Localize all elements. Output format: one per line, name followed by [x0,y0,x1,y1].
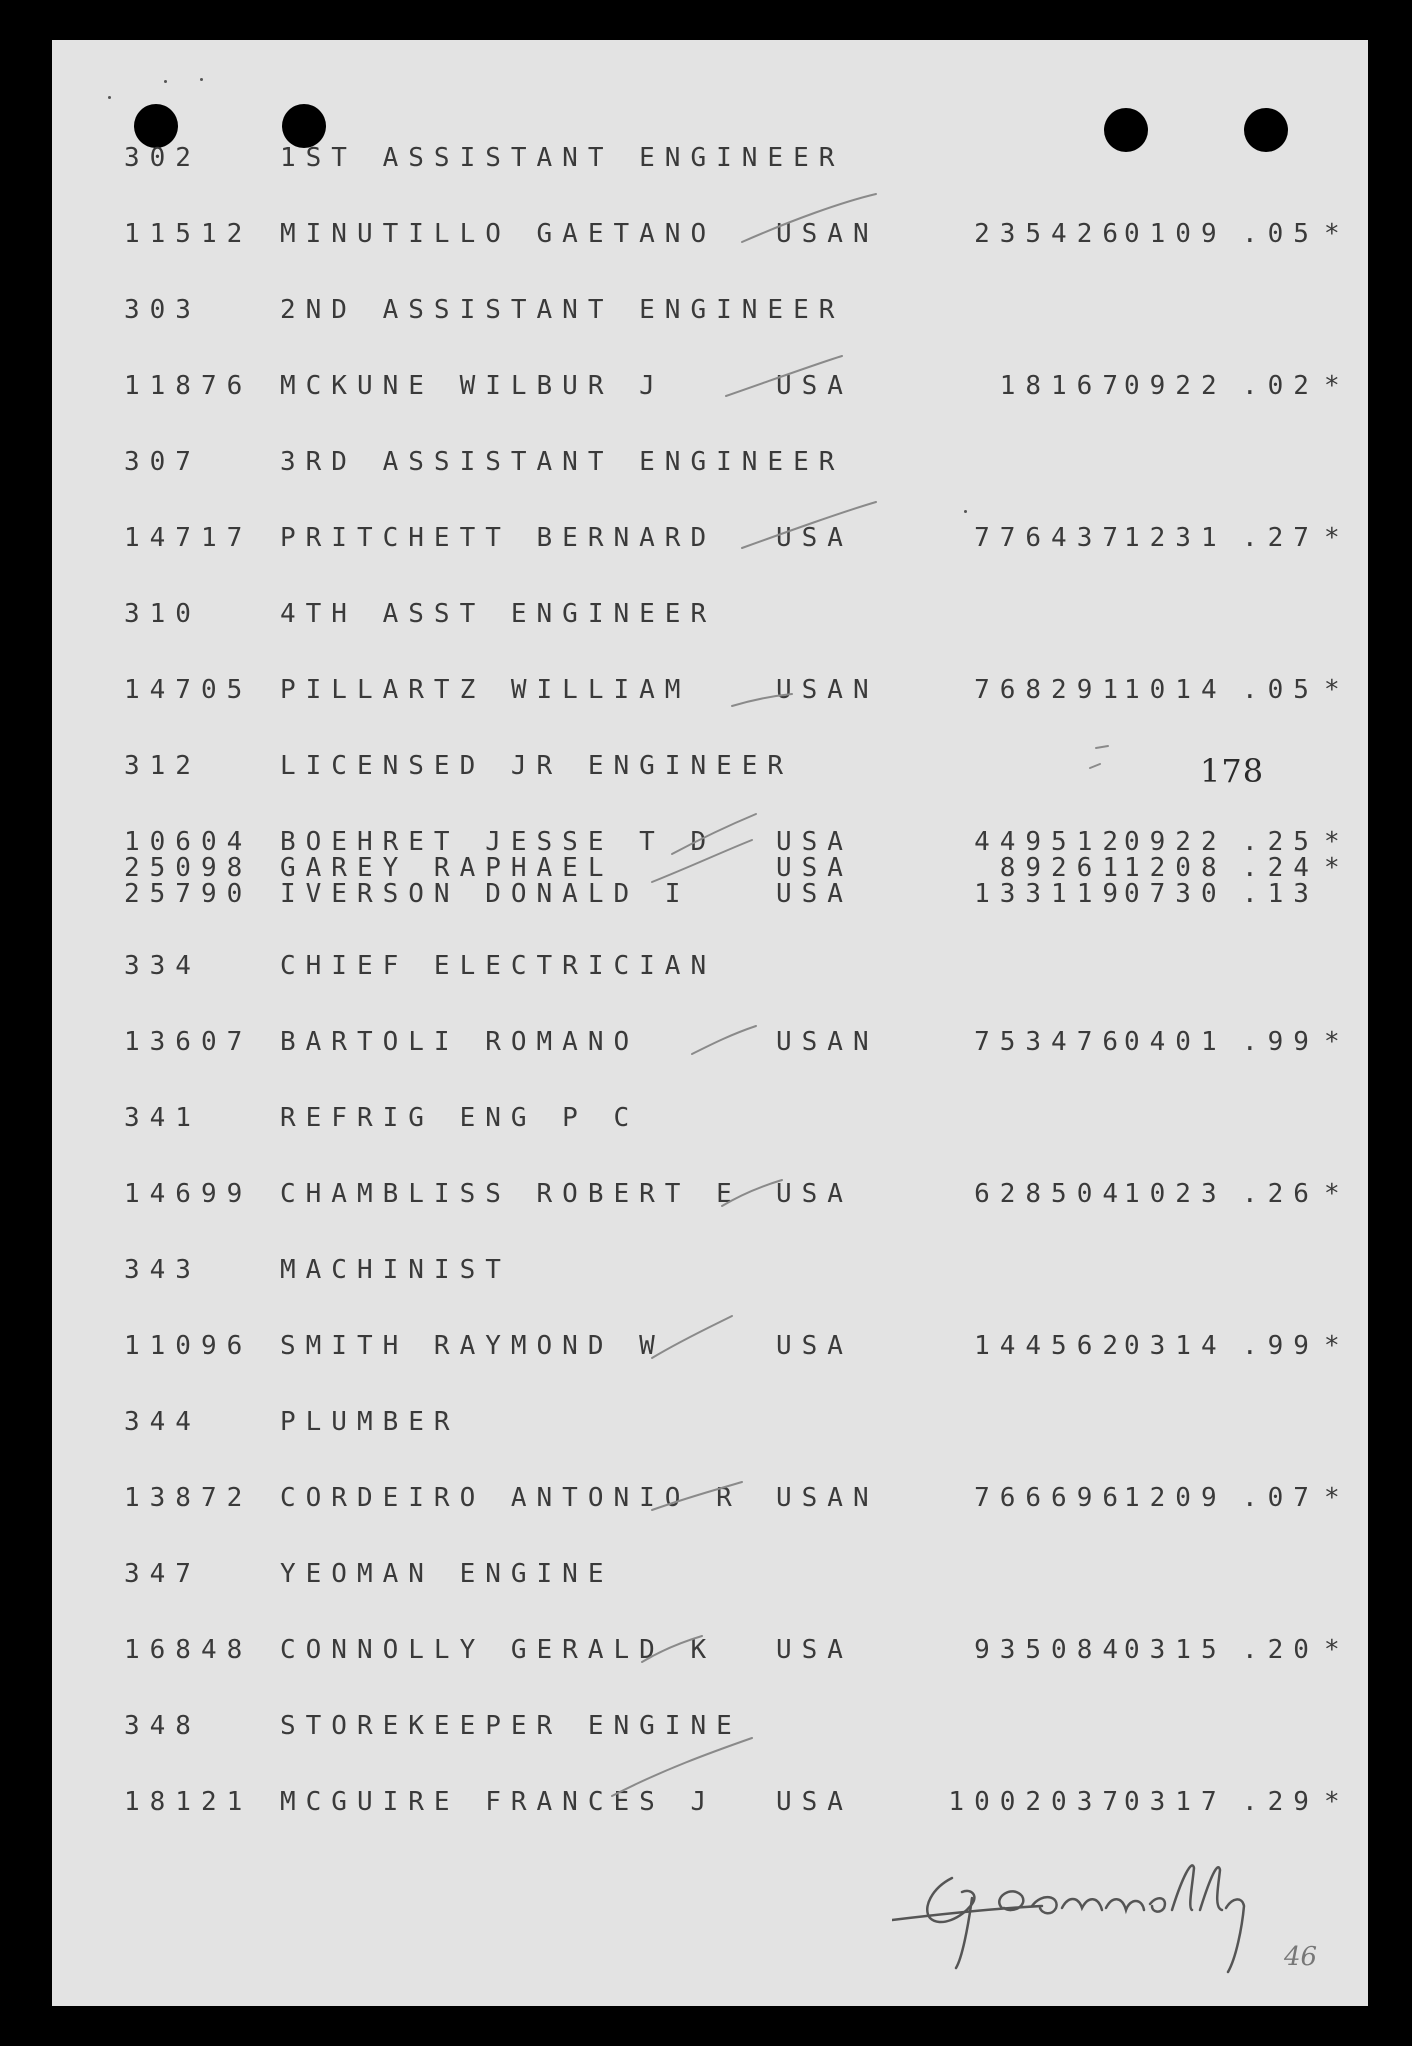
citizenship: USA [776,1787,853,1817]
rate-value: .05 [1242,219,1319,249]
position-code: 302 [124,143,201,173]
position-code: 310 [124,599,201,629]
document-number: 144562 [974,1331,1128,1361]
citizenship: USA [776,371,853,401]
rate-value: .13 [1242,879,1319,909]
asterisk-mark: * [1324,1787,1350,1817]
check-mark [612,1738,752,1796]
rate-value: .25 [1242,827,1319,857]
entry-code: 13607 [124,1027,253,1057]
rate-value: .05 [1242,675,1319,705]
crew-name: MCGUIRE FRANCES J [280,1787,717,1817]
position-code: 334 [124,951,201,981]
crew-name: CONNOLLY GERALD K [280,1635,717,1665]
document-number: 1002037 [948,1787,1128,1817]
position-title: LICENSED JR ENGINEER [280,751,794,781]
crew-name: BOEHRET JESSE T D [280,827,717,857]
asterisk-mark: * [1324,1635,1350,1665]
date-code: 0922 [1124,827,1227,857]
asterisk-mark: * [1324,523,1350,553]
entry-code: 11512 [124,219,253,249]
rate-value: .26 [1242,1179,1319,1209]
crew-name: CORDEIRO ANTONIO R [280,1483,742,1513]
citizenship: USAN [776,675,879,705]
entry-code: 16848 [124,1635,253,1665]
entry-code: 14699 [124,1179,253,1209]
citizenship: USA [776,1179,853,1209]
position-code: 343 [124,1255,201,1285]
signature-text: J Connolly [892,1848,899,1849]
rate-value: .99 [1242,1027,1319,1057]
page-number: 178 [1200,752,1265,790]
entry-code: 10604 [124,827,253,857]
date-code: 0314 [1124,1331,1227,1361]
tick-mark [1096,746,1108,748]
rate-value: .29 [1242,1787,1319,1817]
position-code: 303 [124,295,201,325]
date-code: 1014 [1124,675,1227,705]
corner-annotation: 46 [1284,1942,1318,1972]
rate-value: .20 [1242,1635,1319,1665]
crew-name: PILLARTZ WILLIAM [280,675,691,705]
check-marks [52,40,1368,2006]
document-number: 89261 [999,853,1128,883]
date-code: 0109 [1124,219,1227,249]
crew-name: MINUTILLO GAETANO [280,219,717,249]
citizenship: USAN [776,1027,879,1057]
document-number: 935084 [974,1635,1128,1665]
rate-value: .02 [1242,371,1319,401]
document-page [52,40,1368,2006]
position-title: 2ND ASSISTANT ENGINEER [280,295,845,325]
crew-name: IVERSON DONALD I [280,879,691,909]
asterisk-mark: * [1324,827,1350,857]
entry-code: 25098 [124,853,253,883]
citizenship: USA [776,1331,853,1361]
check-mark [652,840,752,882]
entry-code: 14717 [124,523,253,553]
entry-code: 14705 [124,675,253,705]
crew-name: CHAMBLISS ROBERT E [280,1179,742,1209]
check-mark [672,814,756,854]
asterisk-mark: * [1324,219,1350,249]
asterisk-mark: * [1324,1331,1350,1361]
position-title: 1ST ASSISTANT ENGINEER [280,143,845,173]
citizenship: USA [776,879,853,909]
date-code: 0315 [1124,1635,1227,1665]
asterisk-mark: * [1324,675,1350,705]
date-code: 0730 [1124,879,1227,909]
crew-name: SMITH RAYMOND W [280,1331,665,1361]
entry-code: 25790 [124,879,253,909]
check-mark [652,1316,732,1358]
entry-code: 11096 [124,1331,253,1361]
position-code: 312 [124,751,201,781]
date-code: 1208 [1124,853,1227,883]
position-code: 348 [124,1711,201,1741]
asterisk-mark: * [1324,371,1350,401]
entry-code: 18121 [124,1787,253,1817]
citizenship: USA [776,827,853,857]
citizenship: USA [776,523,853,553]
asterisk-mark: * [1324,1027,1350,1057]
position-title: YEOMAN ENGINE [280,1559,614,1589]
position-title: MACHINIST [280,1255,511,1285]
position-code: 344 [124,1407,201,1437]
document-number: 628504 [974,1179,1128,1209]
document-number: 768291 [974,675,1128,705]
crew-name: PRITCHETT BERNARD [280,523,717,553]
date-code: 0317 [1124,1787,1227,1817]
citizenship: USAN [776,219,879,249]
position-code: 341 [124,1103,201,1133]
check-mark [742,194,876,242]
rate-value: .07 [1242,1483,1319,1513]
asterisk-mark: * [1324,1179,1350,1209]
check-mark [692,1026,756,1054]
citizenship: USA [776,1635,853,1665]
check-mark [642,1636,702,1662]
check-mark [722,1180,782,1206]
asterisk-mark: * [1324,853,1350,883]
citizenship: USA [776,853,853,883]
check-mark [652,1482,742,1510]
entry-code: 11876 [124,371,253,401]
date-code: 1023 [1124,1179,1227,1209]
date-code: 1209 [1124,1483,1227,1513]
citizenship: USAN [776,1483,879,1513]
position-code: 347 [124,1559,201,1589]
crew-name: MCKUNE WILBUR J [280,371,665,401]
tick-mark [1090,764,1100,768]
rate-value: .27 [1242,523,1319,553]
crew-name: BARTOLI ROMANO [280,1027,640,1057]
document-number: 776437 [974,523,1128,553]
position-title: REFRIG ENG P C [280,1103,640,1133]
document-number: 18167 [999,371,1128,401]
entry-code: 13872 [124,1483,253,1513]
document-number: 133119 [974,879,1128,909]
signature [892,1848,1292,1978]
document-number: 235426 [974,219,1128,249]
rate-value: .24 [1242,853,1319,883]
crew-name: GAREY RAPHAEL [280,853,614,883]
document-number: 449512 [974,827,1128,857]
asterisk-mark: * [1324,1483,1350,1513]
position-title: PLUMBER [280,1407,460,1437]
position-title: 4TH ASST ENGINEER [280,599,717,629]
date-code: 1231 [1124,523,1227,553]
check-mark [732,694,792,706]
position-code: 307 [124,447,201,477]
rate-value: .99 [1242,1331,1319,1361]
date-code: 0922 [1124,371,1227,401]
check-mark [742,502,876,548]
document-number: 766696 [974,1483,1128,1513]
document-number: 753476 [974,1027,1128,1057]
check-mark [726,356,842,396]
position-title: CHIEF ELECTRICIAN [280,951,717,981]
position-title: STOREKEEPER ENGINE [280,1711,742,1741]
position-title: 3RD ASSISTANT ENGINEER [280,447,845,477]
date-code: 0401 [1124,1027,1227,1057]
